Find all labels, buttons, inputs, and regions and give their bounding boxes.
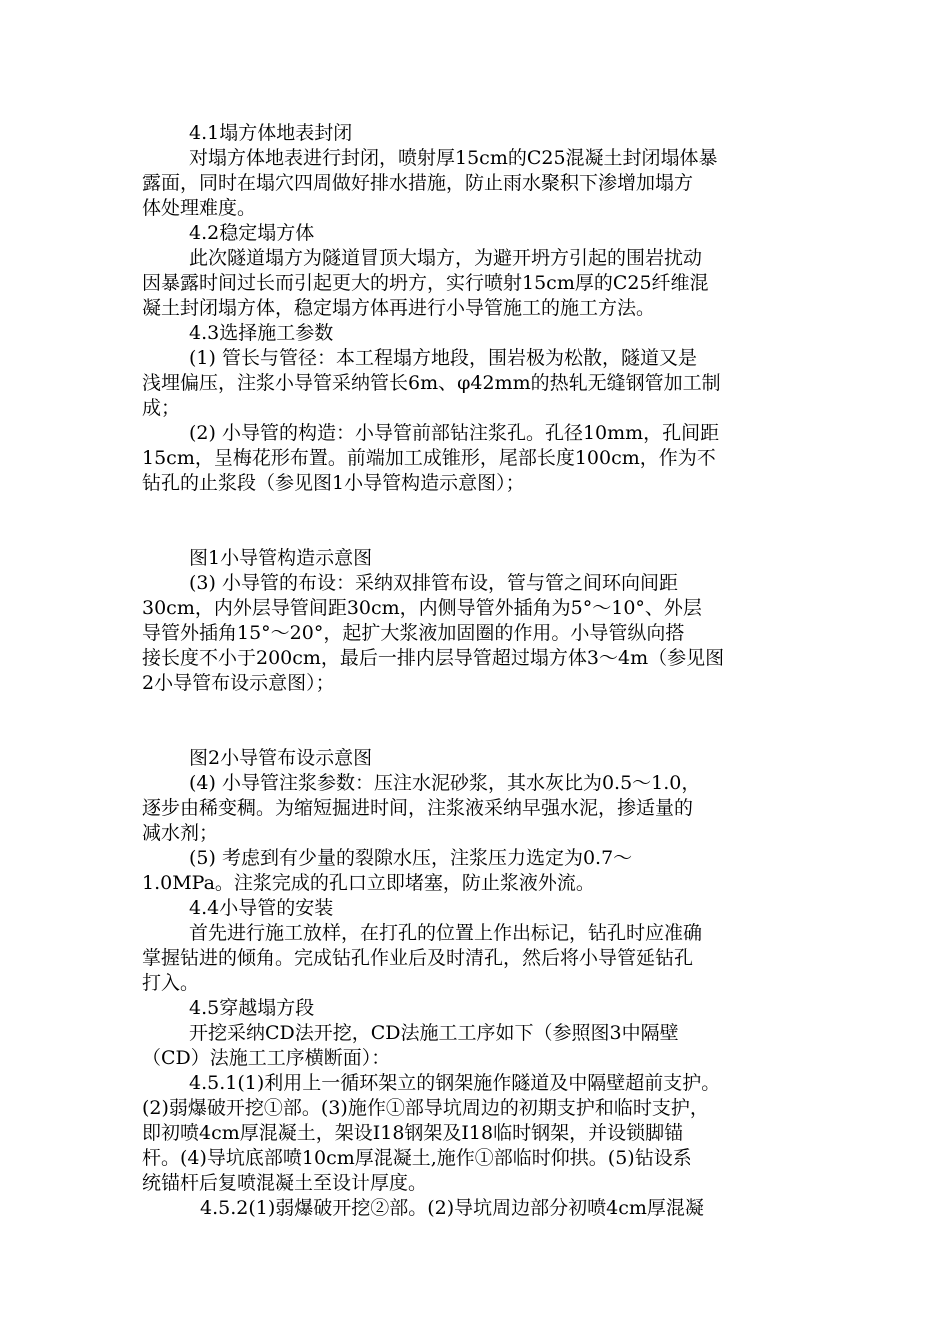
paragraph-line: 接长度不小于200cm，最后一排内层导管超过塌方体3～4m（参见图 — [142, 647, 725, 669]
paragraph-line: (5) 考虑到有少量的裂隙水压，注浆压力选定为0.7～ — [189, 847, 633, 869]
paragraph-line: 4.5.2(1)弱爆破开挖②部。(2)导坑周边部分初喷4cm厚混凝 — [200, 1197, 704, 1219]
heading-4-4: 4.4小导管的安装 — [189, 897, 334, 919]
figure-2-placeholder — [142, 696, 808, 746]
paragraph-line: 减水剂； — [142, 822, 219, 844]
paragraph-line: 此次隧道塌方为隧道冒顶大塌方，为避开坍方引起的围岩扰动 — [189, 247, 703, 269]
heading-4-2: 4.2稳定塌方体 — [189, 222, 315, 244]
figure-1-placeholder — [142, 496, 808, 546]
paragraph-line: 1.0MPa。注浆完成的孔口立即堵塞，防止浆液外流。 — [142, 872, 595, 894]
figure-2-caption: 图2小导管布设示意图 — [189, 747, 373, 769]
paragraph-line: 浅埋偏压，注浆小导管采纳管长6m、φ42mm的热轧无缝钢管加工制 — [142, 372, 721, 394]
paragraph-line: （CD）法施工工序横断面）： — [142, 1047, 391, 1069]
paragraph-line: 统锚杆后复喷混凝土至设计厚度。 — [142, 1172, 428, 1194]
figure-1-caption: 图1小导管构造示意图 — [189, 547, 373, 569]
heading-4-1: 4.1塌方体地表封闭 — [189, 122, 353, 144]
paragraph-line: 因暴露时间过长而引起更大的坍方，实行喷射15cm厚的C25纤维混 — [142, 272, 709, 294]
paragraph-line: 首先进行施工放样，在打孔的位置上作出标记，钻孔时应准确 — [189, 922, 703, 944]
paragraph-line: 开挖采纳CD法开挖，CD法施工工序如下（参照图3中隔壁 — [189, 1022, 679, 1044]
paragraph-line: (3) 小导管的布设：采纳双排管布设，管与管之间环向间距 — [189, 572, 678, 594]
paragraph-line: 4.5.1(1)利用上一循环架立的钢架施作隧道及中隔壁超前支护。 — [189, 1072, 721, 1094]
document-body — [142, 121, 808, 1221]
paragraph-line: 钻孔的止浆段（参见图1小导管构造示意图）； — [142, 472, 525, 494]
paragraph-line: 30cm，内外层导管间距30cm，内侧导管外插角为5°～10°、外层 — [142, 597, 702, 619]
paragraph-line: 体处理难度。 — [142, 197, 257, 219]
paragraph-line: 成； — [142, 397, 181, 419]
paragraph-line: 杆。(4)导坑底部喷10cm厚混凝土,施作①部临时仰拱。(5)钻设系 — [142, 1147, 692, 1169]
paragraph-line: 对塌方体地表进行封闭，喷射厚15cm的C25混凝土封闭塌体暴 — [189, 147, 718, 169]
paragraph-line: 导管外插角15°～20°，起扩大浆液加固圈的作用。小导管纵向搭 — [142, 622, 685, 644]
paragraph-line: 打入。 — [142, 972, 200, 994]
heading-4-3: 4.3选择施工参数 — [189, 322, 334, 344]
paragraph-line: 露面，同时在塌穴四周做好排水措施，防止雨水聚积下渗增加塌方 — [142, 172, 694, 194]
paragraph-line: 15cm，呈梅花形布置。前端加工成锥形，尾部长度100cm，作为不 — [142, 447, 716, 469]
paragraph-line: (1) 管长与管径：本工程塌方地段，围岩极为松散，隧道又是 — [189, 347, 697, 369]
paragraph-line: 掌握钻进的倾角。完成钻孔作业后及时清孔，然后将小导管延钻孔 — [142, 947, 694, 969]
paragraph-line: (2)弱爆破开挖①部。(3)施作①部导坑周边的初期支护和临时支护， — [142, 1097, 709, 1119]
heading-4-5: 4.5穿越塌方段 — [189, 997, 315, 1019]
paragraph-line: 逐步由稀变稠。为缩短掘进时间，注浆液采纳早强水泥，掺适量的 — [142, 797, 694, 819]
paragraph-line: 凝土封闭塌方体，稳定塌方体再进行小导管施工的施工方法。 — [142, 297, 656, 319]
paragraph-line: 2小导管布设示意图）； — [142, 672, 335, 694]
paragraph-line: (2) 小导管的构造：小导管前部钻注浆孔。孔径10mm，孔间距 — [189, 422, 720, 444]
paragraph-line: 即初喷4cm厚混凝土，架设I18钢架及I18临时钢架，并设锁脚锚 — [142, 1122, 684, 1144]
paragraph-line: (4) 小导管注浆参数：压注水泥砂浆，其水灰比为0.5～1.0， — [189, 772, 701, 794]
